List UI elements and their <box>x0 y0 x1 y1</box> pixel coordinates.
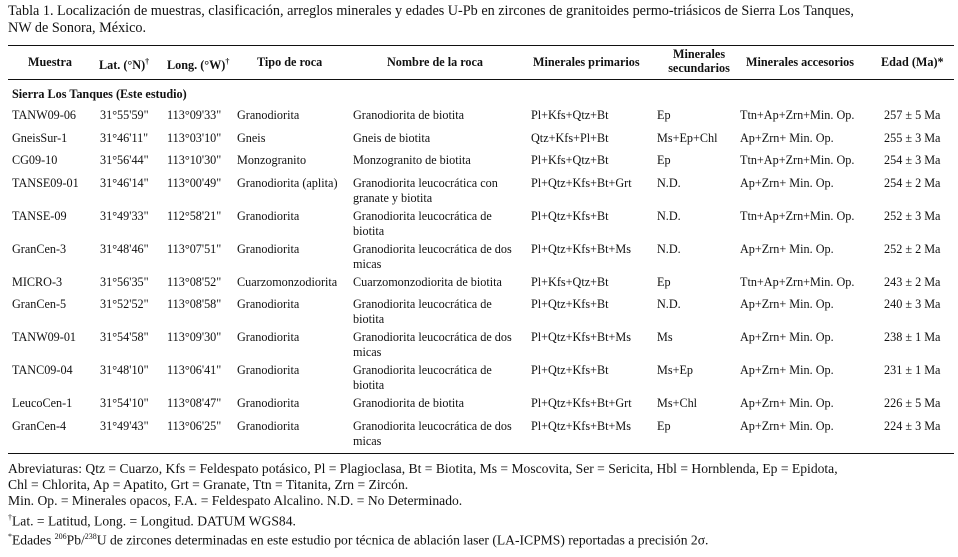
cell-long: 113°08'58" <box>167 297 222 311</box>
cell-lat: 31°54'10" <box>100 396 149 410</box>
cell-edad: 238 ± 1 Ma <box>884 330 941 344</box>
table-notes <box>8 461 953 549</box>
cell-secundarios: Ms+Ep+Chl <box>657 130 718 145</box>
cell-accesorios: Ttn+Ap+Zrn+Min. Op. <box>740 274 855 289</box>
cell-nombre: Monzogranito de biotita <box>353 153 471 167</box>
cell-accesorios: Ap+Zrn+ Min. Op. <box>740 297 834 311</box>
note-abreviaturas-2: Chl = Chlorita, Ap = Apatito, Grt = Granate, Ttn = Titanita, Zrn = Zircón. <box>8 477 409 493</box>
cell-lat: 31°54'58" <box>100 330 149 344</box>
table-caption <box>8 3 953 37</box>
header-rule <box>8 79 954 80</box>
cell-primarios: Pl+Kfs+Qtz+Bt <box>531 153 609 167</box>
cell-secundarios: Ms+Ep <box>657 363 693 377</box>
cell-lat: 31°56'35" <box>100 274 149 289</box>
cell-secundarios: Ep <box>657 153 671 167</box>
section-heading: Sierra Los Tanques (Este estudio) <box>12 87 187 101</box>
note-latlong-text: Lat. = Latitud, Long. = Longitud. DATUM WGS84. <box>12 513 296 529</box>
dagger-mark: † <box>145 57 150 66</box>
cell-secundarios: Ms <box>657 330 673 344</box>
cell-edad: 224 ± 3 Ma <box>884 418 941 433</box>
cell-nombre: Granodiorita leucocrática con granate y biotita <box>353 175 498 205</box>
cell-muestra: GranCen-3 <box>12 241 67 256</box>
cell-nombre: Granodiorita de biotita <box>353 108 465 122</box>
u-mass-number: 238 <box>84 532 97 542</box>
cell-tipo: Granodiorita <box>237 330 300 344</box>
cell-lat: 31°48'10" <box>100 363 149 377</box>
cell-tipo: Granodiorita <box>237 208 300 223</box>
cell-nombre: Cuarzomonzodiorita de biotita <box>353 274 502 289</box>
cell-tipo: Granodiorita <box>237 418 300 433</box>
header-long <box>167 55 229 72</box>
cell-edad: 254 ± 3 Ma <box>884 153 941 167</box>
cell-edad: 252 ± 2 Ma <box>884 241 941 256</box>
note-abreviaturas-1: Abreviaturas: Qtz = Cuarzo, Kfs = Feldespato potásico, Pl = Plagioclasa, Bt = Biotita, Ms = Moscovita, Ser = Sericita, Hbl = Hornblenda, Ep = Epidota, <box>8 461 838 476</box>
cell-primarios: Pl+Qtz+Kfs+Bt <box>531 208 609 223</box>
cell-tipo: Granodiorita <box>237 241 300 256</box>
cell-long: 113°09'33" <box>167 108 222 122</box>
cell-edad: 254 ± 2 Ma <box>884 175 941 190</box>
top-rule <box>8 45 954 46</box>
cell-edad: 255 ± 3 Ma <box>884 130 941 145</box>
cell-secundarios: N.D. <box>657 208 681 223</box>
cell-accesorios: Ap+Zrn+ Min. Op. <box>740 418 834 433</box>
cell-lat: 31°52'52" <box>100 297 149 311</box>
header-secundarios <box>660 47 738 75</box>
cell-tipo: Granodiorita <box>237 108 300 122</box>
header-secundarios-line2: secundarios <box>668 61 730 75</box>
cell-nombre: Gneis de biotita <box>353 130 431 145</box>
cell-nombre: Granodiorita leucocrática de biotita <box>353 208 492 238</box>
cell-edad: 231 ± 1 Ma <box>884 363 941 377</box>
cell-edad: 240 ± 3 Ma <box>884 297 941 311</box>
cell-secundarios: N.D. <box>657 175 681 190</box>
cell-secundarios: N.D. <box>657 241 681 256</box>
cell-tipo: Cuarzomonzodiorita <box>237 274 338 289</box>
cell-secundarios: Ep <box>657 108 671 122</box>
cell-lat: 31°56'44" <box>100 153 149 167</box>
cell-tipo: Gneis <box>237 130 266 145</box>
cell-edad: 252 ± 3 Ma <box>884 208 941 223</box>
caption-line-2: NW de Sonora, México. <box>8 20 147 36</box>
cell-primarios: Pl+Kfs+Qtz+Bt <box>531 108 609 122</box>
cell-long: 113°09'30" <box>167 330 222 344</box>
cell-long: 113°07'51" <box>167 241 222 256</box>
header-primarios: Minerales primarios <box>533 55 640 69</box>
cell-primarios: Pl+Kfs+Qtz+Bt <box>531 274 609 289</box>
pb-mass-number: 206 <box>54 532 67 542</box>
cell-muestra: LeucoCen-1 <box>12 396 73 410</box>
cell-lat: 31°46'11" <box>100 130 149 145</box>
cell-nombre: Granodiorita leucocrática de dos micas <box>353 330 512 359</box>
cell-accesorios: Ap+Zrn+ Min. Op. <box>740 241 834 256</box>
cell-muestra: GranCen-4 <box>12 418 67 433</box>
cell-muestra: TANC09-04 <box>12 363 73 377</box>
cell-long: 113°06'25" <box>167 418 222 433</box>
cell-long: 113°10'30" <box>167 153 222 167</box>
cell-muestra: TANW09-06 <box>12 108 77 122</box>
cell-edad: 257 ± 5 Ma <box>884 108 941 122</box>
cell-long: 113°00'49" <box>167 175 222 190</box>
cell-primarios: Pl+Qtz+Kfs+Bt+Grt <box>531 396 632 410</box>
cell-lat: 31°49'33" <box>100 208 149 223</box>
cell-secundarios: Ms+Chl <box>657 396 698 410</box>
note-edades-pre: Edades <box>12 532 55 548</box>
dagger-mark: † <box>8 512 12 522</box>
cell-edad: 226 ± 5 Ma <box>884 396 941 410</box>
cell-accesorios: Ttn+Ap+Zrn+Min. Op. <box>740 108 855 122</box>
header-lat <box>99 55 149 72</box>
note-edades-post: U de zircones determinadas en este estudio por técnica de ablación laser (LA-ICPMS) reportadas a precisión 2σ. <box>96 532 709 548</box>
cell-muestra: TANSE-09 <box>12 208 67 223</box>
cell-tipo: Monzogranito <box>237 153 307 167</box>
note-latlong <box>8 510 953 530</box>
cell-accesorios: Ap+Zrn+ Min. Op. <box>740 396 834 410</box>
cell-tipo: Granodiorita (aplita) <box>237 175 338 190</box>
cell-accesorios: Ap+Zrn+ Min. Op. <box>740 330 834 344</box>
cell-secundarios: Ep <box>657 274 671 289</box>
cell-tipo: Granodiorita <box>237 297 300 311</box>
cell-long: 113°03'10" <box>167 130 222 145</box>
cell-muestra: GneisSur-1 <box>12 130 68 145</box>
cell-long: 113°06'41" <box>167 363 222 377</box>
bottom-rule <box>8 453 954 454</box>
cell-lat: 31°48'46" <box>100 241 149 256</box>
header-lat-label: Lat. (°N) <box>99 58 146 73</box>
caption-line-1: Tabla 1. Localización de muestras, clasificación, arreglos minerales y edades U-Pb en zircones de granitoides permo-triásicos de Sierra Los Tanques, <box>8 3 854 19</box>
cell-primarios: Pl+Qtz+Kfs+Bt+Ms <box>531 330 631 344</box>
cell-long: 112°58'21" <box>167 208 222 223</box>
cell-muestra: MICRO-3 <box>12 274 63 289</box>
cell-nombre: Granodiorita leucocrática de biotita <box>353 297 492 326</box>
header-accesorios: Minerales accesorios <box>746 55 854 69</box>
cell-lat: 31°49'43" <box>100 418 149 433</box>
cell-nombre: Granodiorita leucocrática de dos micas <box>353 418 512 448</box>
cell-muestra: TANSE09-01 <box>12 175 79 190</box>
cell-primarios: Pl+Qtz+Kfs+Bt+Ms <box>531 241 631 256</box>
cell-lat: 31°55'59" <box>100 108 149 122</box>
pb-label: Pb/ <box>66 532 85 548</box>
cell-accesorios: Ap+Zrn+ Min. Op. <box>740 175 834 190</box>
header-long-label: Long. (°W) <box>167 58 226 73</box>
cell-muestra: TANW09-01 <box>12 330 77 344</box>
header-tipo: Tipo de roca <box>257 55 323 69</box>
cell-tipo: Granodiorita <box>237 363 300 377</box>
cell-long: 113°08'52" <box>167 274 222 289</box>
header-secundarios-line1: Minerales <box>672 47 726 61</box>
cell-lat: 31°46'14" <box>100 175 149 190</box>
cell-nombre: Granodiorita de biotita <box>353 396 465 410</box>
cell-accesorios: Ttn+Ap+Zrn+Min. Op. <box>740 208 855 223</box>
header-edad: Edad (Ma)* <box>881 55 944 69</box>
cell-primarios: Pl+Qtz+Kfs+Bt+Ms <box>531 418 631 433</box>
cell-primarios: Pl+Qtz+Kfs+Bt+Grt <box>531 175 632 190</box>
cell-long: 113°08'47" <box>167 396 222 410</box>
cell-tipo: Granodiorita <box>237 396 300 410</box>
header-nombre: Nombre de la roca <box>387 55 484 69</box>
cell-nombre: Granodiorita leucocrática de biotita <box>353 363 492 392</box>
cell-primarios: Pl+Qtz+Kfs+Bt <box>531 297 609 311</box>
cell-edad: 243 ± 2 Ma <box>884 274 941 289</box>
cell-secundarios: N.D. <box>657 297 681 311</box>
note-edades <box>8 529 953 549</box>
header-muestra: Muestra <box>28 55 72 69</box>
cell-primarios: Qtz+Kfs+Pl+Bt <box>531 130 609 145</box>
cell-accesorios: Ap+Zrn+ Min. Op. <box>740 130 834 145</box>
star-mark: * <box>8 532 12 542</box>
cell-accesorios: Ttn+Ap+Zrn+Min. Op. <box>740 153 855 167</box>
cell-nombre: Granodiorita leucocrática de dos micas <box>353 241 512 271</box>
cell-accesorios: Ap+Zrn+ Min. Op. <box>740 363 834 377</box>
note-min-op: Min. Op. = Minerales opacos, F.A. = Feldespato Alcalino. N.D. = No Determinado. <box>8 493 463 509</box>
cell-muestra: GranCen-5 <box>12 297 67 311</box>
cell-muestra: CG09-10 <box>12 153 58 167</box>
dagger-mark: † <box>225 57 230 66</box>
cell-secundarios: Ep <box>657 418 671 433</box>
cell-primarios: Pl+Qtz+Kfs+Bt <box>531 363 609 377</box>
